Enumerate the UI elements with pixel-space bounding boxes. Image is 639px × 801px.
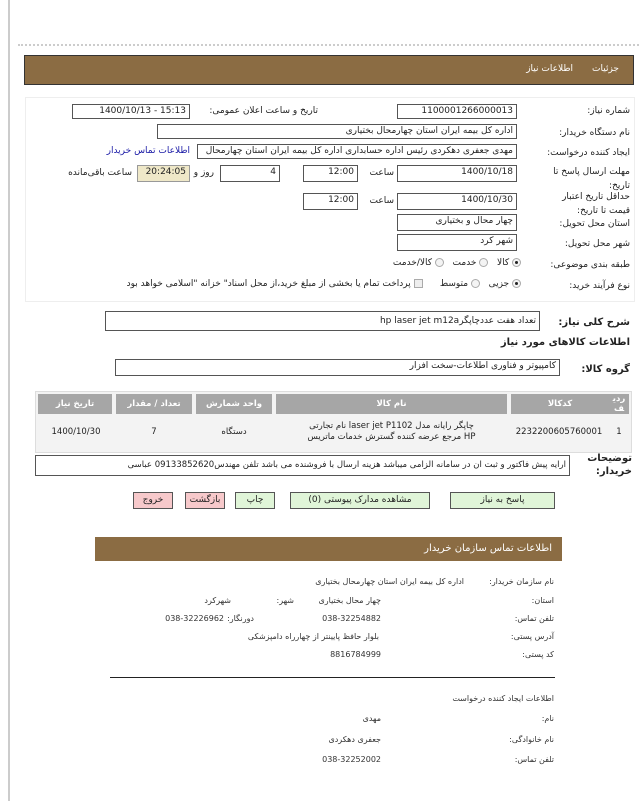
buyer-org-label: نام دستگاه خریدار: [559, 128, 630, 138]
cell-unit: دستگاه [221, 427, 247, 437]
address-value: بلوار حافظ پایینتر از چهارراه دامپزشکی [247, 632, 379, 641]
creator-field: مهدی جعفری دهکردی رئیس اداره حسابداری اداره کل بیمه ایران استان چهارمحال [197, 144, 517, 159]
radio-goods-service[interactable] [435, 258, 444, 267]
remaining-label: ساعت باقی‌مانده [68, 168, 132, 178]
deadline-time-field: 12:00 [303, 165, 358, 182]
process-label: نوع فرآیند خرید: [569, 281, 630, 291]
summary-field: تعداد هفت عددچاپگرhp laser jet m12a [105, 311, 540, 331]
radio-goods-label: کالا [496, 258, 510, 268]
days-label: روز و [193, 168, 214, 178]
deadline-label: مهلت ارسال پاسخ تا تاریخ: [553, 167, 630, 191]
reply-button[interactable]: پاسخ به نیاز [450, 492, 555, 509]
phone-label: تلفن تماس: [514, 614, 554, 623]
radio-service[interactable] [479, 258, 488, 267]
radio-goods[interactable] [512, 258, 521, 267]
attachments-button[interactable]: مشاهده مدارک پیوستی (0) [290, 492, 430, 509]
validity-label: حداقل تاریخ اعتبار قیمت تا تاریخ: [562, 192, 630, 216]
days-field: 4 [220, 165, 280, 182]
contact-divider [110, 677, 555, 678]
need-number-field: 1100001266000013 [397, 104, 517, 119]
remaining-timer: 20:24:05 [137, 165, 190, 182]
radio-service-label: خدمت [452, 258, 477, 268]
postal-value: 8816784999 [330, 650, 381, 659]
print-button[interactable]: چاپ [235, 492, 275, 509]
buyer-contact-link[interactable]: اطلاعات تماس خریدار [106, 146, 190, 156]
phone-value: 038-32254882 [322, 614, 381, 623]
deadline-date-field: 1400/10/18 [397, 165, 517, 182]
table-row [38, 414, 629, 450]
family-value: جعفری دهکردی [328, 735, 381, 744]
table-header [38, 394, 629, 414]
payment-note: پرداخت تمام یا بخشی از مبلغ خرید،از محل اسناد" خزانه "اسلامی خواهد بود [126, 279, 411, 289]
announce-field: 1400/10/13 - 15:13 [72, 104, 190, 119]
cell-name: چاپگر رایانه مدل laser jet P1102 نام تجارتی HP مرجع عرضه کننده گسترش خدمات ماتریس [307, 421, 476, 442]
nav-details[interactable]: جزئیات [592, 64, 619, 74]
province-value: چهار محال بختیاری [318, 596, 381, 605]
need-number-label: شماره نیاز: [587, 106, 630, 116]
city-label: شهر: [276, 596, 294, 605]
treasury-checkbox[interactable] [414, 279, 423, 288]
cell-code: 2232200605760001 [515, 427, 603, 437]
th-code: کدکالا [509, 394, 609, 414]
name-value: مهدی [362, 714, 381, 723]
group-field: کامپیوتر و فناوری اطلاعات-سخت افزار [115, 359, 560, 376]
province-field: چهار محال و بختیاری [397, 214, 517, 231]
cell-date: 1400/10/30 [51, 427, 101, 437]
postal-label: کد پستی: [522, 650, 554, 659]
city-value: شهرکرد [204, 596, 231, 605]
group-label: گروه کالا: [581, 364, 630, 375]
notes-label: توضیحات خریدار: [587, 453, 632, 477]
creator-label: ایجاد کننده درخواست: [547, 148, 630, 158]
buyer-org-field: اداره کل بیمه ایران استان چهارمحال بختیاری [157, 124, 517, 139]
announce-label: تاریخ و ساعت اعلان عمومی: [209, 106, 318, 116]
contact-title: اطلاعات تماس سازمان خریدار [424, 543, 552, 554]
radio-goods-service-label: کالا/خدمت [392, 258, 433, 268]
province-label: استان محل تحویل: [559, 219, 630, 229]
family-label: نام خانوادگی: [509, 735, 554, 744]
th-name: نام کالا [274, 394, 509, 414]
process-radios [127, 279, 521, 289]
cell-row: 1 [616, 427, 622, 437]
summary-label: شرح کلی نیاز: [558, 317, 630, 328]
address-label: آدرس پستی: [510, 632, 554, 641]
radio-medium[interactable] [471, 279, 480, 288]
radio-minor-label: جزیی [488, 279, 510, 289]
th-date: تاریخ نیاز [55, 399, 95, 409]
notes-field: ارایه پیش فاکتور و ثبت ان در سامانه الزامی میباشد هزینه ارسال با فروشنده می باشد تلفن مهندس09133852620 عباسی [35, 455, 570, 476]
left-border [8, 0, 10, 801]
province-label: استان: [531, 596, 554, 605]
org-label: نام سازمان خریدار: [489, 577, 554, 586]
validity-time-field: 12:00 [303, 193, 358, 210]
goods-title: اطلاعات کالاهای مورد نیاز [500, 337, 630, 348]
fax-label: دورنگار: [227, 614, 254, 623]
exit-button[interactable]: خروج [133, 492, 173, 509]
radio-medium-label: متوسط [439, 279, 469, 289]
nav-need-info[interactable]: اطلاعات نیاز [526, 64, 573, 74]
creator-title: اطلاعات ایجاد کننده درخواست [452, 694, 554, 703]
city-label: شهر محل تحویل: [564, 239, 630, 249]
category-radios [393, 258, 521, 268]
deadline-time-label: ساعت [369, 168, 394, 178]
category-label: طبقه بندی موضوعی: [550, 260, 630, 270]
th-row: ردیف [612, 394, 626, 414]
city-field: شهر کرد [397, 234, 517, 251]
th-qty: تعداد / مقدار [114, 394, 194, 414]
fax-value: 038-32226962 [165, 614, 224, 623]
th-unit: واحد شمارش [194, 394, 274, 414]
contact-header [95, 537, 562, 561]
cphone-label: تلفن تماس: [514, 755, 554, 764]
nav-bar [24, 55, 634, 85]
radio-minor[interactable] [512, 279, 521, 288]
back-button[interactable]: بازگشت [185, 492, 225, 509]
validity-date-field: 1400/10/30 [397, 193, 517, 210]
cphone-value: 038-32252002 [322, 755, 381, 764]
validity-time-label: ساعت [369, 196, 394, 206]
dotted-divider [18, 44, 639, 46]
name-label: نام: [541, 714, 554, 723]
goods-table [35, 391, 632, 453]
org-value: اداره کل بیمه ایران استان چهارمحال بختیاری [315, 577, 464, 586]
cell-qty: 7 [151, 427, 157, 437]
